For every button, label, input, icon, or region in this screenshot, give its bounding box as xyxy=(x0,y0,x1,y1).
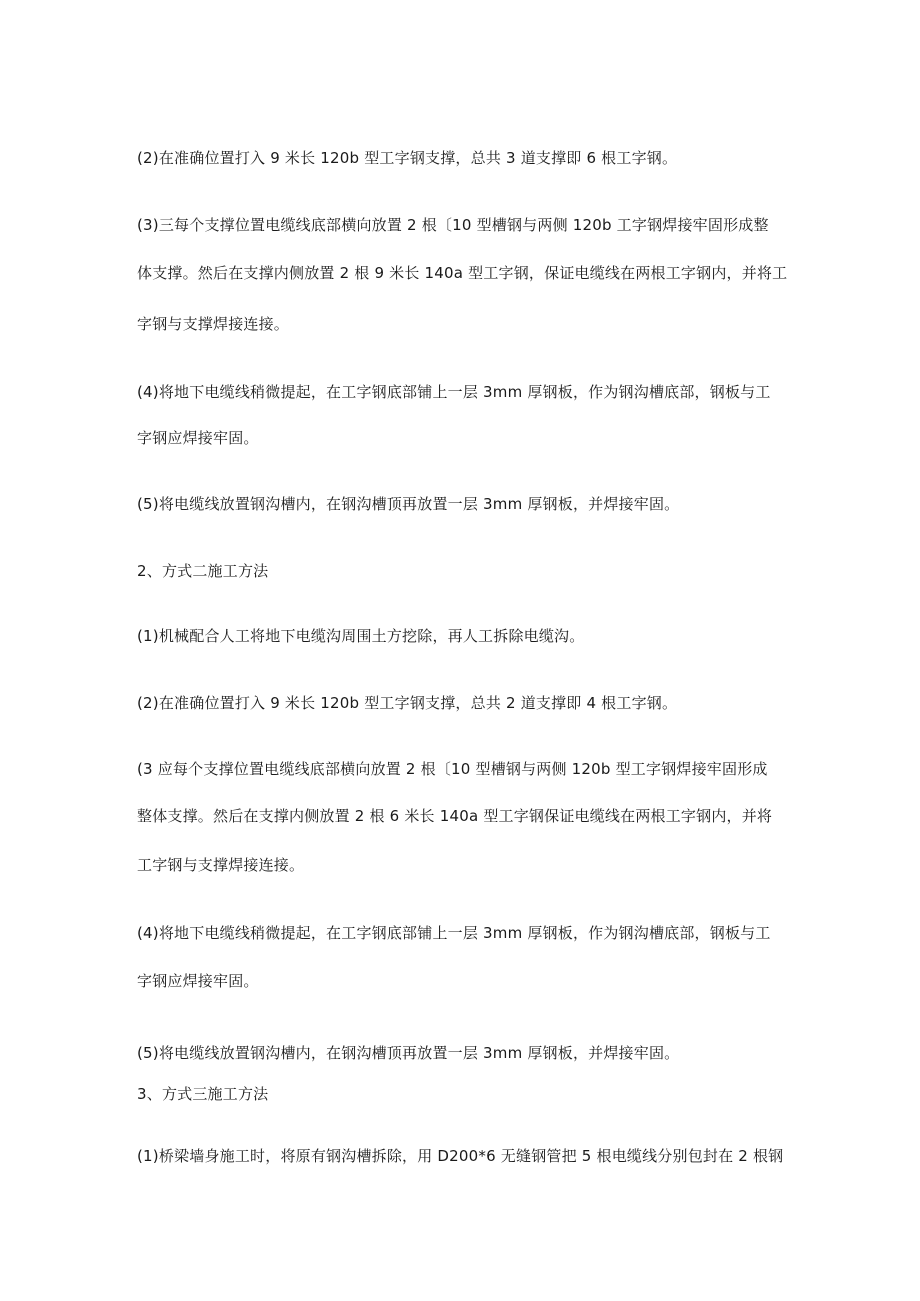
paragraph-line: (4)将地下电缆线稍微提起，在工字钢底部铺上一层 3mm 厚钢板，作为钢沟槽底部，钢板与工 xyxy=(137,924,771,942)
paragraph-line: 字钢应焊接牢固。 xyxy=(137,972,259,990)
section-heading: 3、方式三施工方法 xyxy=(137,1085,269,1103)
paragraph-line: (5)将电缆线放置钢沟槽内，在钢沟槽顶再放置一层 3mm 厚钢板，并焊接牢固。 xyxy=(137,1044,680,1062)
paragraph-line: (2)在准确位置打入 9 米长 120b 型工字钢支撑，总共 3 道支撑即 6 根工字钢。 xyxy=(137,149,678,167)
paragraph-line: (1)机械配合人工将地下电缆沟周围土方挖除，再人工拆除电缆沟。 xyxy=(137,627,585,645)
paragraph-line: (3)三每个支撑位置电缆线底部横向放置 2 根〔10 型槽钢与两侧 120b 工字钢焊接牢固形成整 xyxy=(137,216,769,234)
section-heading: 2、方式二施工方法 xyxy=(137,562,269,580)
paragraph-line: (4)将地下电缆线稍微提起，在工字钢底部铺上一层 3mm 厚钢板，作为钢沟槽底部，钢板与工 xyxy=(137,383,771,401)
paragraph-line: 整体支撑。然后在支撑内侧放置 2 根 6 米长 140a 型工字钢保证电缆线在两根工字钢内，并将 xyxy=(137,807,773,825)
paragraph-line: 字钢与支撑焊接连接。 xyxy=(137,315,290,333)
paragraph-line: 体支撑。然后在支撑内侧放置 2 根 9 米长 140a 型工字钢，保证电缆线在两根工字钢内，并将工 xyxy=(137,264,788,282)
paragraph-line: 工字钢与支撑焊接连接。 xyxy=(137,856,305,874)
paragraph-line: (2)在准确位置打入 9 米长 120b 型工字钢支撑，总共 2 道支撑即 4 根工字钢。 xyxy=(137,694,678,712)
paragraph-line: 字钢应焊接牢固。 xyxy=(137,429,259,447)
paragraph-line: (5)将电缆线放置钢沟槽内，在钢沟槽顶再放置一层 3mm 厚钢板，并焊接牢固。 xyxy=(137,495,680,513)
paragraph-line: (3 应每个支撑位置电缆线底部横向放置 2 根〔10 型槽钢与两侧 120b 型工字钢焊接牢固形成 xyxy=(137,760,768,778)
paragraph-line: (1)桥梁墙身施工时，将原有钢沟槽拆除，用 D200*6 无缝钢管把 5 根电缆线分别包封在 2 根钢 xyxy=(137,1147,784,1165)
